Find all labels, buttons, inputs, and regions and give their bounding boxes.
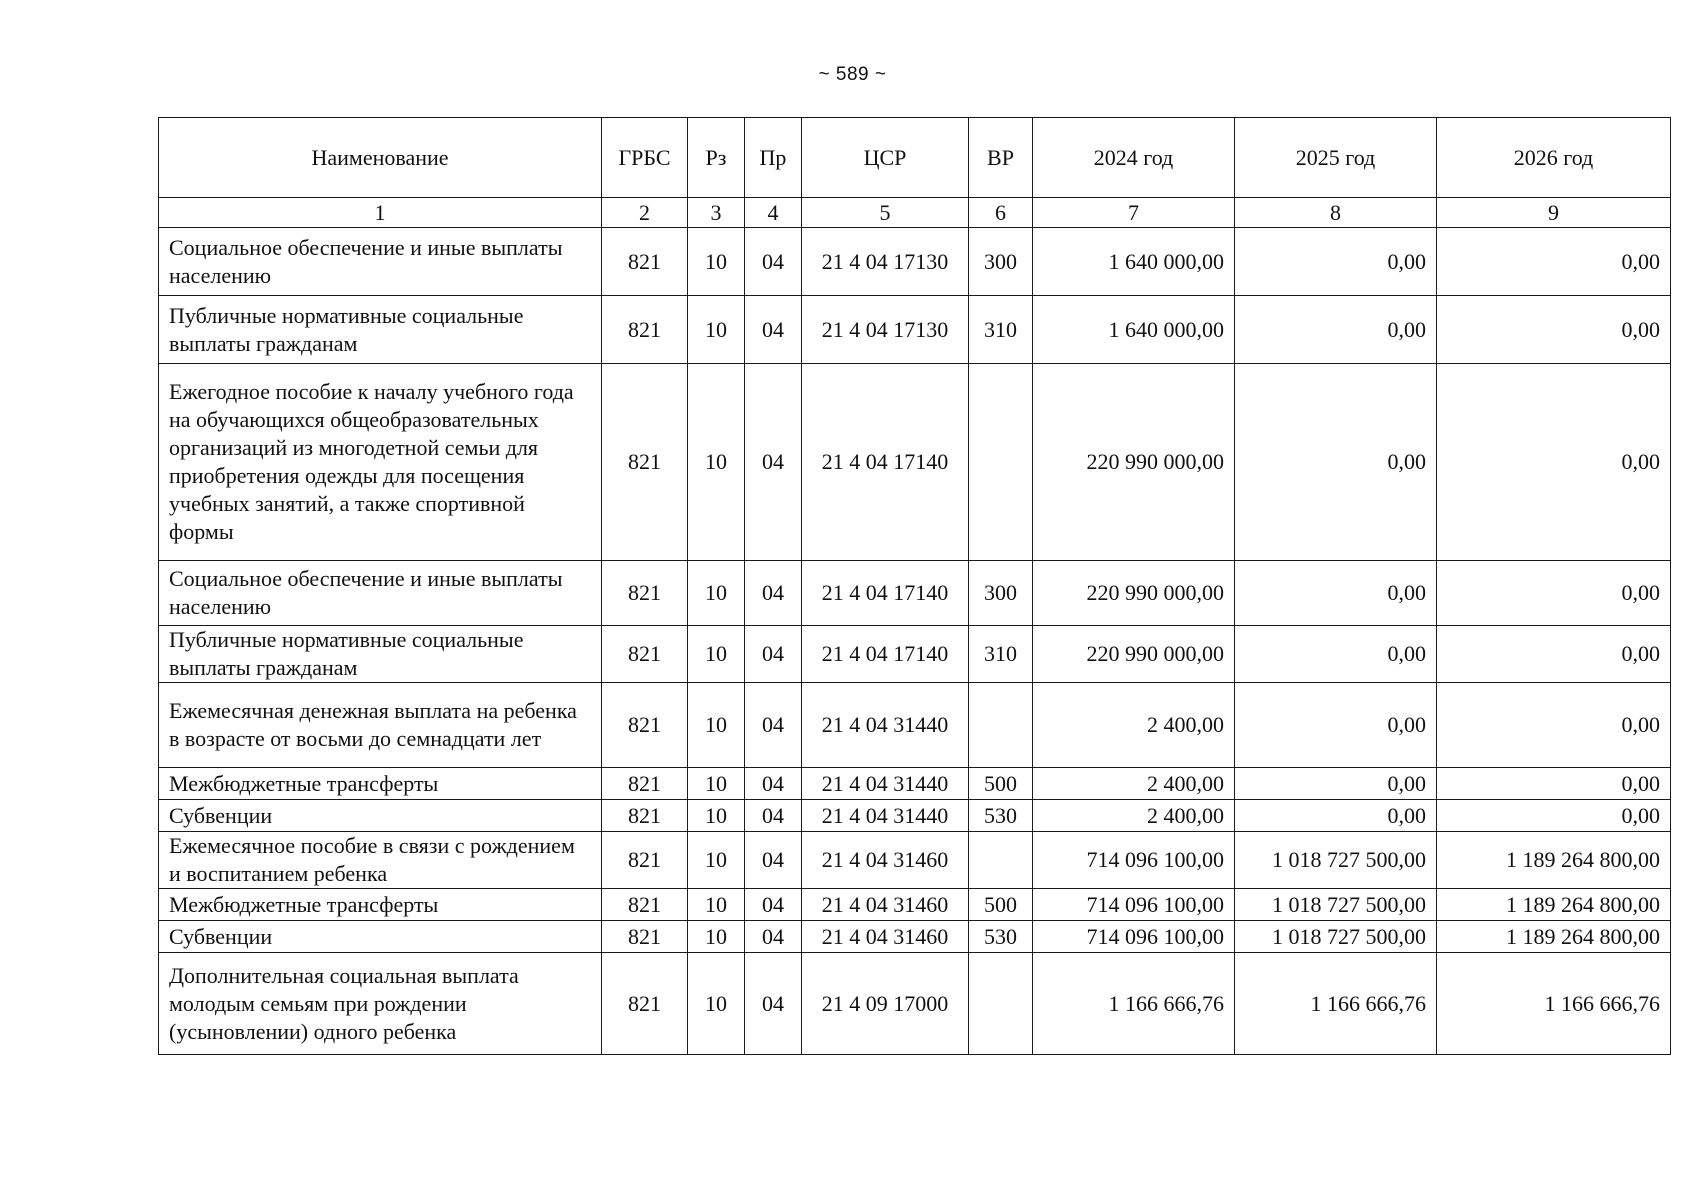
row-grbs: 821 [602, 921, 688, 953]
row-2026: 0,00 [1437, 800, 1671, 832]
row-2025: 0,00 [1235, 561, 1437, 626]
col-header-vr: ВР [969, 118, 1033, 198]
row-csr: 21 4 04 31440 [802, 800, 969, 832]
row-2025: 0,00 [1235, 683, 1437, 768]
col-header-2024: 2024 год [1033, 118, 1235, 198]
row-pr: 04 [745, 364, 802, 561]
row-2024: 2 400,00 [1033, 800, 1235, 832]
col-number: 8 [1235, 198, 1437, 228]
col-number: 2 [602, 198, 688, 228]
row-2026: 0,00 [1437, 561, 1671, 626]
row-name: Дополнительная социальная выплата молодым семьям при рождении (усыновлении) одного ребенка [159, 953, 602, 1055]
row-csr: 21 4 04 31460 [802, 832, 969, 889]
row-vr: 300 [969, 228, 1033, 296]
row-pr: 04 [745, 561, 802, 626]
row-csr: 21 4 04 31440 [802, 683, 969, 768]
table-row [159, 921, 1671, 953]
row-csr: 21 4 04 17130 [802, 228, 969, 296]
table-row [159, 364, 1671, 561]
row-vr: 530 [969, 921, 1033, 953]
row-rz: 10 [688, 296, 745, 364]
row-csr: 21 4 04 31440 [802, 768, 969, 800]
row-vr [969, 683, 1033, 768]
row-rz: 10 [688, 561, 745, 626]
row-pr: 04 [745, 889, 802, 921]
header-row [159, 118, 1671, 198]
row-pr: 04 [745, 296, 802, 364]
row-name: Социальное обеспечение и иные выплаты населению [159, 228, 602, 296]
col-header-2025: 2025 год [1235, 118, 1437, 198]
row-name: Публичные нормативные социальные выплаты гражданам [159, 296, 602, 364]
row-name: Публичные нормативные социальные выплаты гражданам [159, 626, 602, 683]
row-vr [969, 832, 1033, 889]
row-2025: 1 018 727 500,00 [1235, 832, 1437, 889]
row-2024: 714 096 100,00 [1033, 921, 1235, 953]
row-name: Ежемесячное пособие в связи с рождением и воспитанием ребенка [159, 832, 602, 889]
table-row [159, 832, 1671, 889]
row-2024: 2 400,00 [1033, 768, 1235, 800]
row-pr: 04 [745, 683, 802, 768]
row-2024: 220 990 000,00 [1033, 364, 1235, 561]
row-2024: 714 096 100,00 [1033, 889, 1235, 921]
row-vr: 500 [969, 889, 1033, 921]
col-number: 9 [1437, 198, 1671, 228]
row-grbs: 821 [602, 364, 688, 561]
row-grbs: 821 [602, 561, 688, 626]
row-pr: 04 [745, 832, 802, 889]
row-rz: 10 [688, 626, 745, 683]
col-number: 5 [802, 198, 969, 228]
row-2024: 2 400,00 [1033, 683, 1235, 768]
row-grbs: 821 [602, 683, 688, 768]
row-2025: 1 018 727 500,00 [1235, 921, 1437, 953]
column-number-row [159, 198, 1671, 228]
row-grbs: 821 [602, 626, 688, 683]
col-header-grbs: ГРБС [602, 118, 688, 198]
row-pr: 04 [745, 768, 802, 800]
row-grbs: 821 [602, 296, 688, 364]
row-rz: 10 [688, 228, 745, 296]
row-2024: 220 990 000,00 [1033, 561, 1235, 626]
row-2026: 0,00 [1437, 296, 1671, 364]
row-rz: 10 [688, 364, 745, 561]
row-name: Социальное обеспечение и иные выплаты населению [159, 561, 602, 626]
row-pr: 04 [745, 953, 802, 1055]
col-number: 7 [1033, 198, 1235, 228]
row-vr [969, 364, 1033, 561]
row-rz: 10 [688, 889, 745, 921]
row-2025: 0,00 [1235, 296, 1437, 364]
row-vr: 310 [969, 626, 1033, 683]
row-pr: 04 [745, 800, 802, 832]
col-header-rz: Рз [688, 118, 745, 198]
row-rz: 10 [688, 953, 745, 1055]
row-name: Субвенции [159, 921, 602, 953]
row-2026: 1 189 264 800,00 [1437, 832, 1671, 889]
table-row [159, 889, 1671, 921]
row-2025: 0,00 [1235, 768, 1437, 800]
row-csr: 21 4 04 17140 [802, 561, 969, 626]
row-2025: 0,00 [1235, 800, 1437, 832]
row-name: Субвенции [159, 800, 602, 832]
row-csr: 21 4 04 31460 [802, 921, 969, 953]
row-2025: 0,00 [1235, 228, 1437, 296]
row-csr: 21 4 04 17130 [802, 296, 969, 364]
row-rz: 10 [688, 683, 745, 768]
page-number: ~ 589 ~ [818, 64, 887, 85]
row-vr [969, 953, 1033, 1055]
row-2024: 1 166 666,76 [1033, 953, 1235, 1055]
row-2026: 0,00 [1437, 364, 1671, 561]
col-header-csr: ЦСР [802, 118, 969, 198]
row-grbs: 821 [602, 889, 688, 921]
row-2024: 1 640 000,00 [1033, 296, 1235, 364]
table-row [159, 768, 1671, 800]
table-row [159, 800, 1671, 832]
row-csr: 21 4 04 17140 [802, 626, 969, 683]
row-2026: 1 189 264 800,00 [1437, 921, 1671, 953]
col-number: 4 [745, 198, 802, 228]
row-grbs: 821 [602, 832, 688, 889]
row-pr: 04 [745, 921, 802, 953]
row-rz: 10 [688, 800, 745, 832]
col-number: 1 [159, 198, 602, 228]
row-csr: 21 4 04 17140 [802, 364, 969, 561]
row-vr: 310 [969, 296, 1033, 364]
row-vr: 300 [969, 561, 1033, 626]
table-row [159, 296, 1671, 364]
row-rz: 10 [688, 921, 745, 953]
table-row [159, 953, 1671, 1055]
table-row [159, 626, 1671, 683]
col-number: 3 [688, 198, 745, 228]
row-2024: 1 640 000,00 [1033, 228, 1235, 296]
row-grbs: 821 [602, 768, 688, 800]
row-csr: 21 4 09 17000 [802, 953, 969, 1055]
row-name: Межбюджетные трансферты [159, 768, 602, 800]
row-2025: 0,00 [1235, 626, 1437, 683]
row-csr: 21 4 04 31460 [802, 889, 969, 921]
row-2025: 1 166 666,76 [1235, 953, 1437, 1055]
row-grbs: 821 [602, 228, 688, 296]
row-2026: 0,00 [1437, 626, 1671, 683]
row-grbs: 821 [602, 953, 688, 1055]
row-pr: 04 [745, 228, 802, 296]
row-2024: 714 096 100,00 [1033, 832, 1235, 889]
table-row [159, 683, 1671, 768]
row-2026: 1 189 264 800,00 [1437, 889, 1671, 921]
table-row [159, 561, 1671, 626]
budget-table [158, 117, 1671, 1055]
row-2026: 0,00 [1437, 683, 1671, 768]
col-header-2026: 2026 год [1437, 118, 1671, 198]
row-2026: 1 166 666,76 [1437, 953, 1671, 1055]
row-name: Ежемесячная денежная выплата на ребенка в возрасте от восьми до семнадцати лет [159, 683, 602, 768]
row-rz: 10 [688, 832, 745, 889]
row-2025: 0,00 [1235, 364, 1437, 561]
col-header-pr: Пр [745, 118, 802, 198]
row-name: Ежегодное пособие к началу учебного года на обучающихся общеобразовательных организаций из многодетной семьи для приобретения одежды для посещения учебных занятий, а также спортивной формы [159, 364, 602, 561]
col-number: 6 [969, 198, 1033, 228]
row-vr: 500 [969, 768, 1033, 800]
row-2025: 1 018 727 500,00 [1235, 889, 1437, 921]
row-name: Межбюджетные трансферты [159, 889, 602, 921]
row-2026: 0,00 [1437, 228, 1671, 296]
row-pr: 04 [745, 626, 802, 683]
row-2026: 0,00 [1437, 768, 1671, 800]
table-row [159, 228, 1671, 296]
row-grbs: 821 [602, 800, 688, 832]
row-vr: 530 [969, 800, 1033, 832]
row-2024: 220 990 000,00 [1033, 626, 1235, 683]
col-header-name: Наименование [159, 118, 602, 198]
row-rz: 10 [688, 768, 745, 800]
